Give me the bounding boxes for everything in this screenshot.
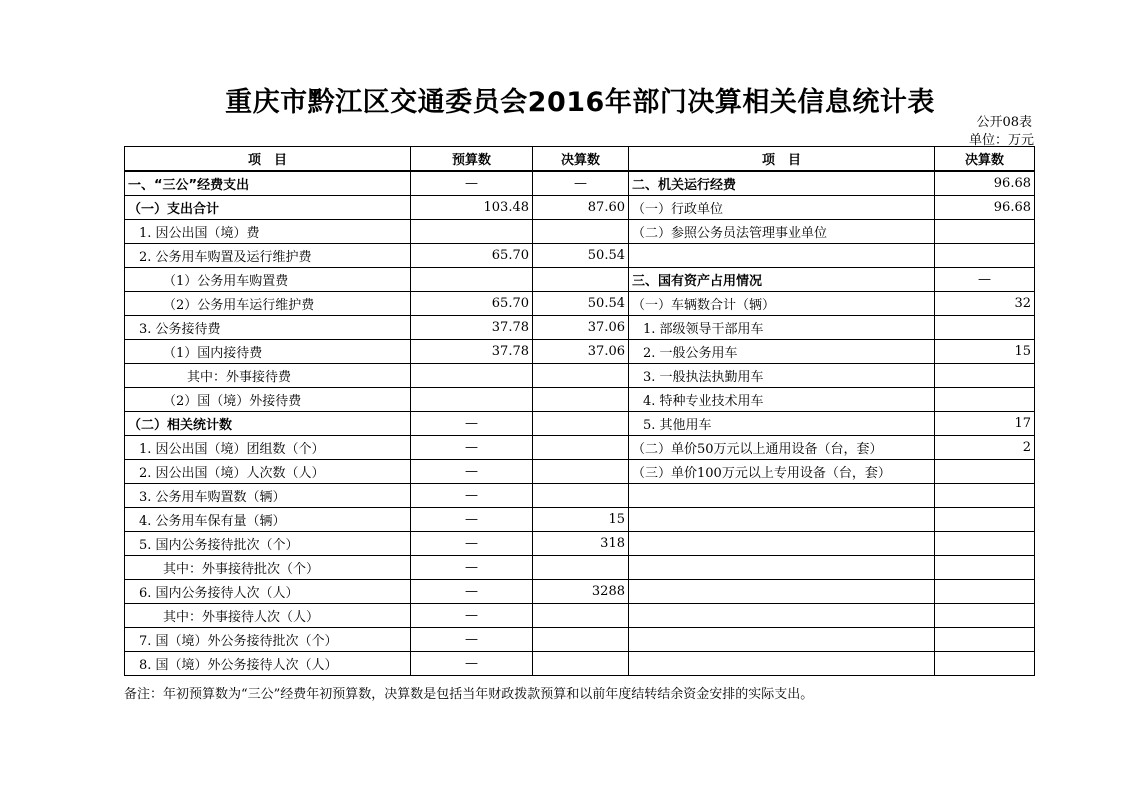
table-row (125, 652, 1035, 676)
right-item: 3. 一般执法执勤用车 (629, 364, 935, 388)
table-header-row (125, 147, 1035, 172)
budget-value: — (411, 532, 533, 556)
right-item: （三）单价100万元以上专用设备（台，套） (629, 460, 935, 484)
actual-value: 37.06 (533, 340, 629, 364)
budget-value: 37.78 (411, 340, 533, 364)
right-actual-value: — (935, 268, 1035, 292)
left-item: （1）国内接待费 (125, 340, 411, 364)
actual-value: 50.54 (533, 292, 629, 316)
right-item (629, 628, 935, 652)
budget-value: — (411, 436, 533, 460)
right-item (629, 532, 935, 556)
table-row (125, 268, 1035, 292)
table-row (125, 388, 1035, 412)
right-actual-value (935, 580, 1035, 604)
right-actual-value (935, 364, 1035, 388)
budget-value: — (411, 580, 533, 604)
right-actual-value (935, 244, 1035, 268)
actual-value (533, 604, 629, 628)
budget-value (411, 220, 533, 244)
right-actual-value (935, 556, 1035, 580)
right-item: 二、机关运行经费 (629, 171, 935, 196)
table-row (125, 412, 1035, 436)
footnote: 备注：年初预算数为“三公”经费年初预算数，决算数是包括当年财政拨款预算和以前年度结转结余资金安排的实际支出。 (124, 687, 814, 702)
left-item: （一）支出合计 (125, 196, 411, 220)
table-row (125, 220, 1035, 244)
left-item: （2）公务用车运行维护费 (125, 292, 411, 316)
budget-value (411, 268, 533, 292)
budget-value: 65.70 (411, 244, 533, 268)
header-item-right: 项 目 (629, 147, 935, 172)
right-item (629, 604, 935, 628)
actual-value (533, 556, 629, 580)
right-item: 4. 特种专业技术用车 (629, 388, 935, 412)
table-row (125, 532, 1035, 556)
actual-value (533, 268, 629, 292)
right-item: （一）车辆数合计（辆） (629, 292, 935, 316)
right-actual-value: 96.68 (935, 196, 1035, 220)
left-item: 4. 公务用车保有量（辆） (125, 508, 411, 532)
actual-value: 50.54 (533, 244, 629, 268)
left-item: 8. 国（境）外公务接待人次（人） (125, 652, 411, 676)
budget-value: — (411, 484, 533, 508)
right-actual-value (935, 484, 1035, 508)
table-row (125, 436, 1035, 460)
table-row (125, 460, 1035, 484)
actual-value (533, 460, 629, 484)
right-actual-value: 2 (935, 436, 1035, 460)
form-number: 公开08表 (976, 115, 1032, 130)
actual-value (533, 220, 629, 244)
right-actual-value (935, 604, 1035, 628)
table-row (125, 604, 1035, 628)
left-item: 一、“三公”经费支出 (125, 171, 411, 196)
table-row (125, 292, 1035, 316)
actual-value: — (533, 171, 629, 196)
right-actual-value (935, 316, 1035, 340)
budget-value: 65.70 (411, 292, 533, 316)
budget-value: — (411, 171, 533, 196)
actual-value (533, 652, 629, 676)
right-actual-value (935, 652, 1035, 676)
actual-value: 318 (533, 532, 629, 556)
budget-value: — (411, 604, 533, 628)
actual-value: 37.06 (533, 316, 629, 340)
actual-value: 15 (533, 508, 629, 532)
right-item (629, 244, 935, 268)
left-item: （二）相关统计数 (125, 412, 411, 436)
table-row (125, 171, 1035, 196)
budget-value: — (411, 652, 533, 676)
right-item: 2. 一般公务用车 (629, 340, 935, 364)
left-item: 3. 公务接待费 (125, 316, 411, 340)
left-item: 7. 国（境）外公务接待批次（个） (125, 628, 411, 652)
table-row (125, 508, 1035, 532)
left-item: 其中：外事接待批次（个） (125, 556, 411, 580)
actual-value (533, 628, 629, 652)
header-budget: 预算数 (411, 147, 533, 172)
table-row (125, 340, 1035, 364)
budget-value: — (411, 508, 533, 532)
page-title: 重庆市黔江区交通委员会2016年部门决算相关信息统计表 (225, 87, 935, 118)
right-actual-value: 15 (935, 340, 1035, 364)
actual-value (533, 484, 629, 508)
table-row (125, 628, 1035, 652)
table-row (125, 244, 1035, 268)
right-actual-value (935, 388, 1035, 412)
left-item: （2）国（境）外接待费 (125, 388, 411, 412)
budget-value (411, 388, 533, 412)
left-item: 3. 公务用车购置数（辆） (125, 484, 411, 508)
budget-value: — (411, 628, 533, 652)
table-row (125, 364, 1035, 388)
actual-value: 87.60 (533, 196, 629, 220)
left-item: 其中：外事接待人次（人） (125, 604, 411, 628)
left-item: 其中：外事接待费 (125, 364, 411, 388)
right-item (629, 484, 935, 508)
budget-value: — (411, 412, 533, 436)
table-row (125, 580, 1035, 604)
right-actual-value (935, 628, 1035, 652)
unit-label: 单位：万元 (968, 133, 1034, 148)
table-row (125, 196, 1035, 220)
header-actual-right: 决算数 (935, 147, 1035, 172)
actual-value (533, 364, 629, 388)
right-item (629, 580, 935, 604)
budget-value: — (411, 556, 533, 580)
statistics-table (124, 146, 1035, 676)
right-actual-value (935, 460, 1035, 484)
right-item (629, 508, 935, 532)
left-item: 2. 公务用车购置及运行维护费 (125, 244, 411, 268)
header-actual-left: 决算数 (533, 147, 629, 172)
right-item (629, 556, 935, 580)
right-item: 三、国有资产占用情况 (629, 268, 935, 292)
table-row (125, 316, 1035, 340)
right-item: （一）行政单位 (629, 196, 935, 220)
header-item-left: 项 目 (125, 147, 411, 172)
table-row (125, 556, 1035, 580)
budget-value (411, 364, 533, 388)
left-item: 6. 国内公务接待人次（人） (125, 580, 411, 604)
actual-value (533, 388, 629, 412)
right-item: 1. 部级领导干部用车 (629, 316, 935, 340)
budget-value: 103.48 (411, 196, 533, 220)
left-item: 5. 国内公务接待批次（个） (125, 532, 411, 556)
budget-value: 37.78 (411, 316, 533, 340)
left-item: 1. 因公出国（境）团组数（个） (125, 436, 411, 460)
right-actual-value: 32 (935, 292, 1035, 316)
right-item (629, 652, 935, 676)
right-actual-value: 17 (935, 412, 1035, 436)
actual-value (533, 436, 629, 460)
right-actual-value (935, 508, 1035, 532)
right-item: （二）参照公务员法管理事业单位 (629, 220, 935, 244)
right-actual-value (935, 532, 1035, 556)
right-item: （二）单价50万元以上通用设备（台，套） (629, 436, 935, 460)
right-item: 5. 其他用车 (629, 412, 935, 436)
actual-value: 3288 (533, 580, 629, 604)
right-actual-value: 96.68 (935, 171, 1035, 196)
left-item: 1. 因公出国（境）费 (125, 220, 411, 244)
table-row (125, 484, 1035, 508)
left-item: 2. 因公出国（境）人次数（人） (125, 460, 411, 484)
right-actual-value (935, 220, 1035, 244)
budget-value: — (411, 460, 533, 484)
left-item: （1）公务用车购置费 (125, 268, 411, 292)
actual-value (533, 412, 629, 436)
